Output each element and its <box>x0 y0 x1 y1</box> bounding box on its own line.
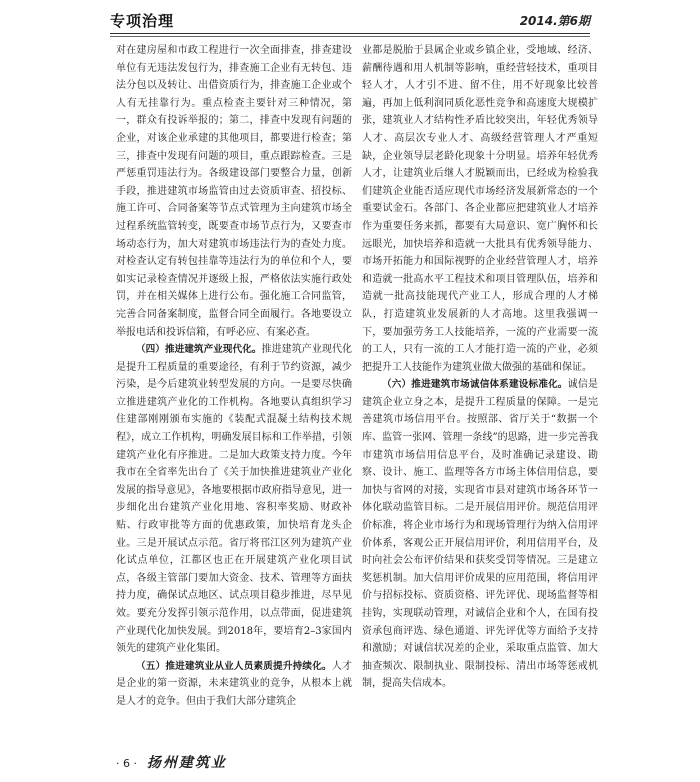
paragraph: 对在建房屋和市政工程进行一次全面排查，排查建设单位有无违法发包行为，排查施工企业有无转包、违法分包以及转让、出借资质行为，排查施工企业或个人有无挂靠行为。重点检查主要针对三种情况，第一，群众有投诉举报的；第二，排查中发现有问题的企业，对该企业承建的其他项目，都要进行检查；第三，排查中发现有问题的项目，重点跟踪检查。三是严惩重罚违法行为。各级建设部门要整合力量，创新手段，推进建筑市场监管由过去资质审查、招投标、施工许可、合同备案等节点式管理为主向建筑市场全过程系统监管转变，既要查市场节点行为，又要查市场动态行为，加大对建筑市场违法行为的查处力度。对检查认定有转包挂靠等违法行为的单位和个人，要如实记录检查情况并逐级上报，严格依法实施行政处罚，并在相关媒体上进行公布。强化施工合同监管，完善合同备案制度，监督合同全面履行。各地要设立举报电话和投诉信箱，有呼必应、有案必查。 <box>116 45 352 338</box>
section-title: 专项治理 <box>110 12 175 30</box>
page-number: · 6 · <box>116 757 137 770</box>
paragraph: 业都是脱胎于县属企业或乡镇企业，受地域、经济、薪酬待遇和用人机制等影响，重经营轻技术，重项目轻人才，人才引不进、留不住，用不好现象比较普遍，再加上低利润同质化恶性竞争和高速度大规模扩张，建筑业人才结构性矛盾比较突出，年轻优秀领导人才、高层次专业人才、高级经营管理人才严重短缺，企业领导层老龄化现象十分明显。培养年轻优秀人才，让建筑业后继人才脱颖而出，已经成为检验我们建筑企业能否适应现代市场经济发展新常态的一个重要试金石。各部门、各企业都应把建筑业人才培养作为重要任务来抓，都要有大局意识、宽广胸怀和长远眼光，加快培养和造就一大批具有优秀领导能力、市场开拓能力和国际视野的企业经营管理人才，培养和造就一批高水平工程技术和项目管理队伍，培养和造就一批高技能现代产业工人，形成合理的人才梯队，打造建筑业发展新的人才高地。这里我强调一下，要加强劳务工人技能培养，一流的产业需要一流的工人，只有一流的工人才能打造一流的产业，必须把提升工人技能作为建筑业做大做强的基础和保证。 <box>362 45 598 373</box>
subsection-heading: （六）推进建筑市场诚信体系建设标准化。 <box>382 379 568 391</box>
page-header <box>110 8 590 32</box>
paragraph: （四）推进建筑产业现代化。推进建筑产业现代化是提升工程质量的重要途径，有利于节约资源，减少污染，是今后建筑业转型发展的方向。一是要尽快确立推进建筑产业化的工作机构。各地要认真组织学习住建部刚刚颁布实施的《装配式混凝土结构技术规程》，成立工作机构，明确发展目标和工作举措，引领建筑产业化有序推进。二是加大政策支持力度。今年我市在全省率先出台了《关于加快推进建筑业产业化发展的指导意见》，各地要根据市政府指导意见，进一步细化出台建筑产业化用地、容积率奖励、财政补贴、行政审批等方面的优惠政策，加快培育龙头企业。三是开展试点示范。省厅将邗江区列为建筑产业化试点单位，江都区也正在开展建筑产业化项目试点，各级主管部门要加大资金、技术、管理等方面扶持力度，确保试点地区、试点项目稳步推进，尽早见效。要充分发挥引领示范作用，以点带面，促进建筑产业现代化加快发展。到2018年，要培育2–3家国内领先的建筑产业化集团。 <box>116 344 353 655</box>
subsection-heading: （五）推进建筑业从业人员素质提升持续化。 <box>136 660 332 672</box>
page-footer <box>116 752 227 772</box>
header-rule-thin <box>110 36 590 37</box>
paragraph: （六）推进建筑市场诚信体系建设标准化。诚信是建筑企业立身之本，是提升工程质量的保障。一是完善建筑市场信用平台。按照部、省厅关于“数据一个库、监管一张网、管理一条线”的思路，进一步完善我市建筑市场信用信息平台，及时准确记录建设、勘察、设计、施工、监理等各方市场主体信用信息，要加快与省网的对接，实现省市县对建筑市场各环节一体化联动监管目标。二是开展信用评价。规范信用评价标准，将企业市场行为和现场管理行为纳入信用评价体系，客观公正开展信用评价，利用信用平台，及时向社会公布评价结果和获奖受罚等情况。三是建立奖惩机制。加大信用评价成果的应用范围，将信用评价与招标投标、资质资格、评先评优、现场监督等相挂钩，实现联动管理，对诚信企业和个人，在国有投资承包商评选、绿色通道、评先评优等方面给予支持和激励；对诚信状况差的企业，采取重点监管、加大抽查频次、限制执业、限制投标、清出市场等惩戒机制，提高失信成本。 <box>362 379 599 690</box>
left-column <box>116 42 352 711</box>
right-column <box>362 42 598 693</box>
header-rule <box>110 33 590 34</box>
magazine-name: 扬州建筑业 <box>146 755 227 771</box>
paragraph: （五）推进建筑业从业人员素质提升持续化。人才是企业的第一资源，未来建筑业的竞争，从根本上就是人才的竞争。但由于我们大部分建筑企 <box>116 660 353 707</box>
issue-number: 2014.第6期 <box>519 14 590 28</box>
subsection-heading: （四）推进建筑产业现代化。 <box>136 344 262 356</box>
